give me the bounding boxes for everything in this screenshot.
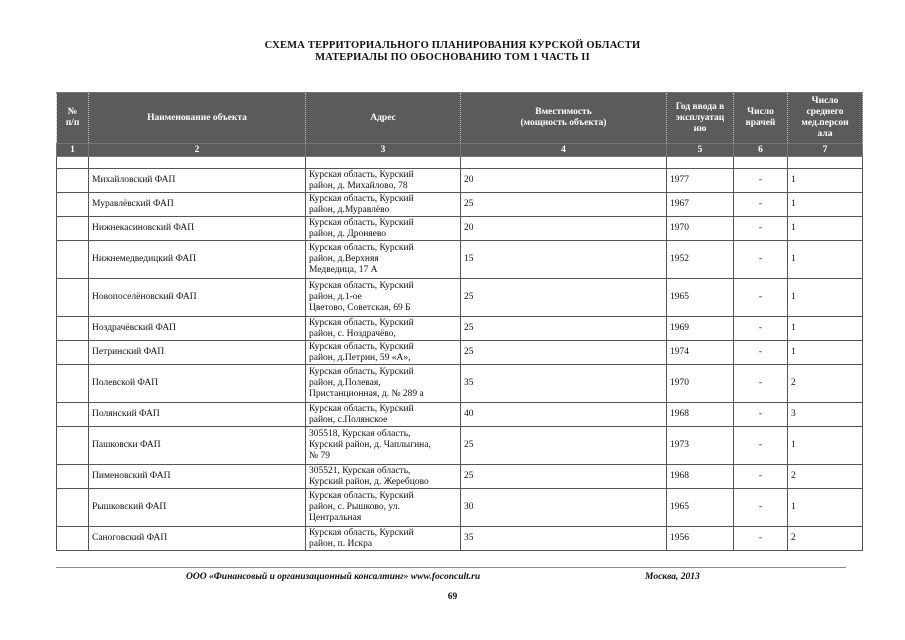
address-line: район, д.Муравлёво — [309, 204, 390, 215]
facility-doctors: - — [734, 341, 788, 365]
document-title: СХЕМА ТЕРРИТОРИАЛЬНОГО ПЛАНИРОВАНИЯ КУРСКОЙ ОБЛАСТИ — [264, 40, 641, 51]
table-row — [57, 217, 863, 241]
facility-year: 1973 — [667, 427, 734, 465]
address-line: Курская область, Курский — [309, 527, 414, 538]
facility-capacity: 25 — [461, 341, 667, 365]
table-row — [57, 169, 863, 193]
facility-year: 1977 — [667, 169, 734, 193]
facility-capacity: 20 — [461, 217, 667, 241]
col-number: 3 — [306, 144, 461, 157]
row-number — [57, 489, 89, 527]
facility-year: 1968 — [667, 465, 734, 489]
address-line: Курский район, д. Жеребцово — [309, 476, 429, 487]
facility-capacity: 35 — [461, 365, 667, 403]
facility-address — [306, 365, 461, 403]
address-line: Курская область, Курский — [309, 403, 414, 414]
row-number — [57, 193, 89, 217]
address-line: район, д.Верхняя — [309, 254, 379, 264]
address-line: Медведица, 17 А — [309, 265, 378, 275]
facility-year: 1965 — [667, 489, 734, 527]
address-line: 305521, Курская область, — [309, 465, 411, 476]
table-row — [57, 527, 863, 551]
address-line: Курская область, Курский — [309, 193, 414, 204]
address-line: район, с. Рышково, ул. — [309, 502, 400, 512]
table-row — [57, 193, 863, 217]
address-line: Курская область, Курский — [309, 169, 414, 180]
header-name: Наименование объекта — [89, 93, 306, 144]
row-number — [57, 169, 89, 193]
facility-doctors: - — [734, 241, 788, 279]
row-number — [57, 317, 89, 341]
facility-doctors: - — [734, 169, 788, 193]
facility-name: Рышковский ФАП — [89, 489, 306, 527]
address-line: Курская область, Курский — [309, 491, 414, 501]
facility-address — [306, 241, 461, 279]
facility-capacity: 25 — [461, 193, 667, 217]
facility-capacity: 35 — [461, 527, 667, 551]
table-row — [57, 489, 863, 527]
facility-capacity: 25 — [461, 427, 667, 465]
footer-company: ООО «Финансовый и организационный консалтинг» www.foconcult.ru — [186, 572, 481, 582]
address-line: Курский район, д. Чаплыгина, — [309, 440, 431, 450]
facility-staff: 2 — [788, 365, 863, 403]
facility-year: 1968 — [667, 403, 734, 427]
facility-year: 1970 — [667, 365, 734, 403]
col-number: 5 — [667, 144, 734, 157]
facility-doctors: - — [734, 527, 788, 551]
table-row — [57, 365, 863, 403]
row-number — [57, 427, 89, 465]
facility-address — [306, 465, 461, 489]
facility-staff: 1 — [788, 341, 863, 365]
facility-address — [306, 279, 461, 317]
header-year: Год ввода в эксплуатац ию — [667, 93, 734, 144]
table-row — [57, 241, 863, 279]
facility-address — [306, 217, 461, 241]
address-line: 305518, Курская область, — [309, 429, 411, 439]
table-row — [57, 465, 863, 489]
facility-capacity: 25 — [461, 317, 667, 341]
row-number — [57, 217, 89, 241]
facilities-table — [56, 92, 863, 551]
facility-doctors: - — [734, 217, 788, 241]
header-address: Адрес — [306, 93, 461, 144]
address-line: Цветово, Советская, 69 Б — [309, 303, 411, 313]
col-number: 4 — [461, 144, 667, 157]
facility-name: Петринский ФАП — [89, 341, 306, 365]
facility-name: Нижнекасиновский ФАП — [89, 217, 306, 241]
facility-year: 1952 — [667, 241, 734, 279]
facility-year: 1956 — [667, 527, 734, 551]
facility-address — [306, 403, 461, 427]
facility-staff: 2 — [788, 527, 863, 551]
address-line: Курская область, Курский — [309, 367, 414, 377]
address-line: Курская область, Курский — [309, 243, 414, 253]
facility-year: 1969 — [667, 317, 734, 341]
col-number: 1 — [57, 144, 89, 157]
facility-capacity: 20 — [461, 169, 667, 193]
footer-location: Москва, 2013 — [645, 572, 700, 582]
document-subtitle: МАТЕРИАЛЫ ПО ОБОСНОВАНИЮ ТОМ 1 ЧАСТЬ II — [315, 52, 590, 63]
facility-name: Саноговский ФАП — [89, 527, 306, 551]
header-staff: Число среднего мед.персон ала — [788, 93, 863, 144]
facility-address — [306, 427, 461, 465]
row-number — [57, 365, 89, 403]
address-line: район, с.Полянское — [309, 414, 388, 425]
address-line: район, д.1-ое — [309, 292, 362, 302]
address-line: район, п. Искра — [309, 538, 373, 549]
facility-address — [306, 317, 461, 341]
column-number-row — [57, 144, 863, 157]
facility-doctors: - — [734, 365, 788, 403]
facility-staff: 1 — [788, 241, 863, 279]
facility-year: 1974 — [667, 341, 734, 365]
address-line: Курская область, Курский — [309, 217, 414, 228]
table-row — [57, 403, 863, 427]
facility-name: Нижнемедведицкий ФАП — [89, 241, 306, 279]
facility-address — [306, 169, 461, 193]
col-number: 2 — [89, 144, 306, 157]
facility-address — [306, 193, 461, 217]
table-row — [57, 341, 863, 365]
facility-name: Полянский ФАП — [89, 403, 306, 427]
address-line: Курская область, Курский — [309, 281, 414, 291]
address-line: район, с. Ноздрачёво, — [309, 328, 396, 339]
facility-staff: 1 — [788, 317, 863, 341]
facility-capacity: 25 — [461, 465, 667, 489]
facility-address — [306, 527, 461, 551]
address-line: Пристанционная, д. № 289 а — [309, 389, 424, 399]
facility-name: Пашковски ФАП — [89, 427, 306, 465]
facility-staff: 1 — [788, 169, 863, 193]
facility-capacity: 25 — [461, 279, 667, 317]
table-row — [57, 279, 863, 317]
col-number: 7 — [788, 144, 863, 157]
facility-name: Ноздрачёвский ФАП — [89, 317, 306, 341]
address-line: район, д. Дроняево — [309, 228, 387, 239]
facility-staff: 1 — [788, 217, 863, 241]
row-number — [57, 341, 89, 365]
facility-address — [306, 341, 461, 365]
address-line: № 79 — [309, 451, 330, 461]
facility-staff: 1 — [788, 427, 863, 465]
col-number: 6 — [734, 144, 788, 157]
facility-doctors: - — [734, 427, 788, 465]
facility-doctors: - — [734, 489, 788, 527]
row-number — [57, 403, 89, 427]
address-line: Курская область, Курский — [309, 341, 414, 352]
facility-name: Пименовский ФАП — [89, 465, 306, 489]
facility-staff: 1 — [788, 489, 863, 527]
facility-name: Муравлёвский ФАП — [89, 193, 306, 217]
address-line: район, д. Михайлово, 78 — [309, 180, 408, 191]
facility-doctors: - — [734, 465, 788, 489]
header-num: № п/п — [57, 93, 89, 144]
facility-name: Новопоселёновский ФАП — [89, 279, 306, 317]
facility-year: 1970 — [667, 217, 734, 241]
address-line: Центральная — [309, 513, 362, 523]
facility-staff: 1 — [788, 279, 863, 317]
row-number — [57, 241, 89, 279]
facility-name: Полевской ФАП — [89, 365, 306, 403]
row-number — [57, 279, 89, 317]
footer-divider — [56, 567, 846, 568]
table-row — [57, 317, 863, 341]
page-number: 69 — [447, 592, 458, 602]
facility-name: Михайловский ФАП — [89, 169, 306, 193]
facility-staff: 3 — [788, 403, 863, 427]
table-row — [57, 427, 863, 465]
facility-staff: 2 — [788, 465, 863, 489]
facility-doctors: - — [734, 193, 788, 217]
header-row — [57, 93, 863, 144]
facility-capacity: 40 — [461, 403, 667, 427]
facility-capacity: 15 — [461, 241, 667, 279]
facility-staff: 1 — [788, 193, 863, 217]
address-line: Курская область, Курский — [309, 317, 414, 328]
facility-capacity: 30 — [461, 489, 667, 527]
facility-address — [306, 489, 461, 527]
address-line: район, д.Петрин, 59 «А», — [309, 352, 411, 363]
facility-year: 1965 — [667, 279, 734, 317]
row-number — [57, 465, 89, 489]
row-number — [57, 527, 89, 551]
facility-year: 1967 — [667, 193, 734, 217]
header-capacity: Вместимость (мощность объекта) — [461, 93, 667, 144]
header-doctors: Число врачей — [734, 93, 788, 144]
facility-doctors: - — [734, 403, 788, 427]
address-line: район, д.Полевая, — [309, 378, 381, 388]
facility-doctors: - — [734, 279, 788, 317]
facility-doctors: - — [734, 317, 788, 341]
spacer-row — [57, 157, 863, 169]
